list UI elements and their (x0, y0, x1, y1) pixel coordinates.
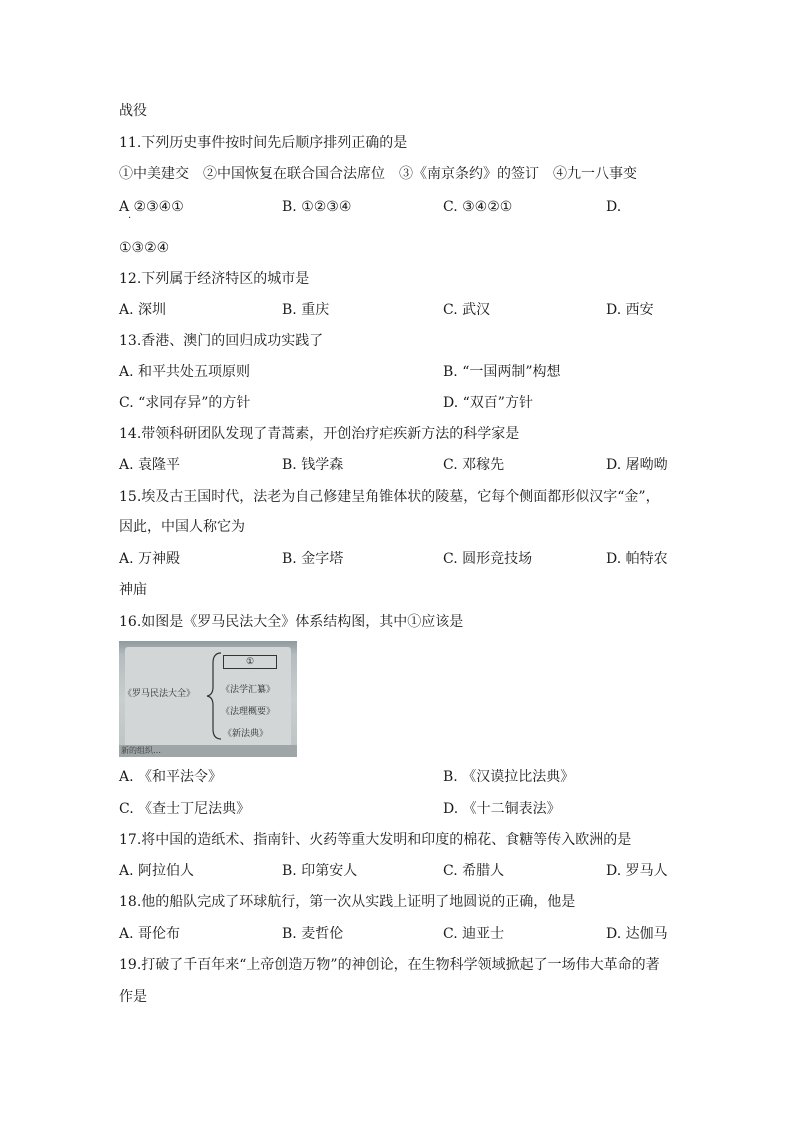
option-d: D. 罗马人 (606, 863, 668, 879)
question-19-cont: 作是 (119, 989, 147, 1005)
question-11: 11.下列历史事件按时间先后顺序排列正确的是 (119, 135, 408, 151)
option-d-continued: ①③②④ (119, 240, 170, 256)
text-line: 战役 (119, 103, 147, 119)
option-a: A. 袁隆平 (119, 457, 181, 473)
question-14: 14.带领科研团队发现了青蒿素，开创治疗疟疾新方法的科学家是 (119, 426, 520, 442)
option-a: A. 深圳 (119, 302, 167, 318)
question-17: 17.将中国的造纸术、指南针、火药等重大发明和印度的棉花、食糖等传入欧洲的是 (119, 832, 632, 848)
option-c: C. 武汉 (443, 302, 491, 318)
option-a: A. 阿拉伯人 (119, 863, 195, 879)
option-d: D. 西安 (606, 302, 654, 318)
option-b: B. “一国两制”构想 (443, 364, 561, 380)
option-a: A. 哥伦布 (119, 926, 181, 942)
option-d: D. (606, 199, 622, 215)
brace-icon (205, 651, 225, 741)
question-18: 18.他的船队完成了环球航行，第一次从实践上证明了地圆说的正确，他是 (119, 894, 576, 910)
option-b: B. ①②③④ (282, 199, 352, 215)
option-c: C. ③④②① (443, 199, 513, 215)
blank-box: ① (223, 655, 277, 669)
option-a: A. 万神殿 (119, 551, 181, 567)
diagram-branch: 《法学汇纂》 (221, 685, 276, 695)
question-16: 16.如图是《罗马民法大全》体系结构图，其中①应该是 (119, 614, 464, 630)
option-d: D. 《十二铜表法》 (443, 801, 561, 817)
option-b: B. 钱学森 (282, 457, 344, 473)
question-12: 12.下列属于经济特区的城市是 (119, 271, 310, 287)
option-d: D. “双百”方针 (443, 395, 533, 411)
question-19: 19.打破了千百年来“上帝创造万物”的神创论，在生物科学领域掀起了一场伟大革命的著 (119, 957, 660, 973)
option-b: B. 《汉谟拉比法典》 (443, 769, 575, 785)
option-c: C. 希腊人 (443, 863, 505, 879)
question-13: 13.香港、澳门的回归成功实践了 (119, 333, 324, 349)
option-b: B. 麦哲伦 (282, 926, 344, 942)
option-a: A ②③④① (119, 199, 184, 215)
diagram-caption-fragment: 新的组织… (119, 745, 297, 757)
diagram-branch: 《新法典》 (223, 729, 269, 739)
option-b: B. 印第安人 (282, 863, 358, 879)
question-11-items: ①中美建交 ②中国恢复在联合国合法席位 ③《南京条约》的签订 ④九一八事变 (119, 166, 637, 182)
option-b: B. 金字塔 (282, 551, 344, 567)
option-c: C. 圆形竞技场 (443, 551, 533, 567)
option-c: C. 迪亚士 (443, 926, 505, 942)
option-a: A. 《和平法令》 (119, 769, 223, 785)
option-b: B. 重庆 (282, 302, 330, 318)
option-c: C. “求同存异”的方针 (119, 395, 251, 411)
option-a: A. 和平共处五项原则 (119, 364, 251, 380)
option-c: C. 邓稼先 (443, 457, 505, 473)
option-d: D. 帕特农 (606, 551, 668, 567)
diagram-branch: 《法理概要》 (221, 707, 276, 717)
question-15-cont: 因此，中国人称它为 (119, 519, 245, 535)
diagram-root: 《罗马民法大全》 (123, 689, 196, 699)
option-d: D. 屠呦呦 (606, 457, 668, 473)
question-15: 15.埃及古王国时代，法老为自己修建呈角锥体状的陵墓，它每个侧面都形似汉字“金”， (119, 489, 660, 505)
stray-dot: · (128, 213, 132, 224)
option-d-continued: 神庙 (119, 582, 147, 598)
option-c: C. 《查士丁尼法典》 (119, 801, 251, 817)
structure-diagram-photo (119, 641, 297, 757)
option-d: D. 达伽马 (606, 926, 668, 942)
